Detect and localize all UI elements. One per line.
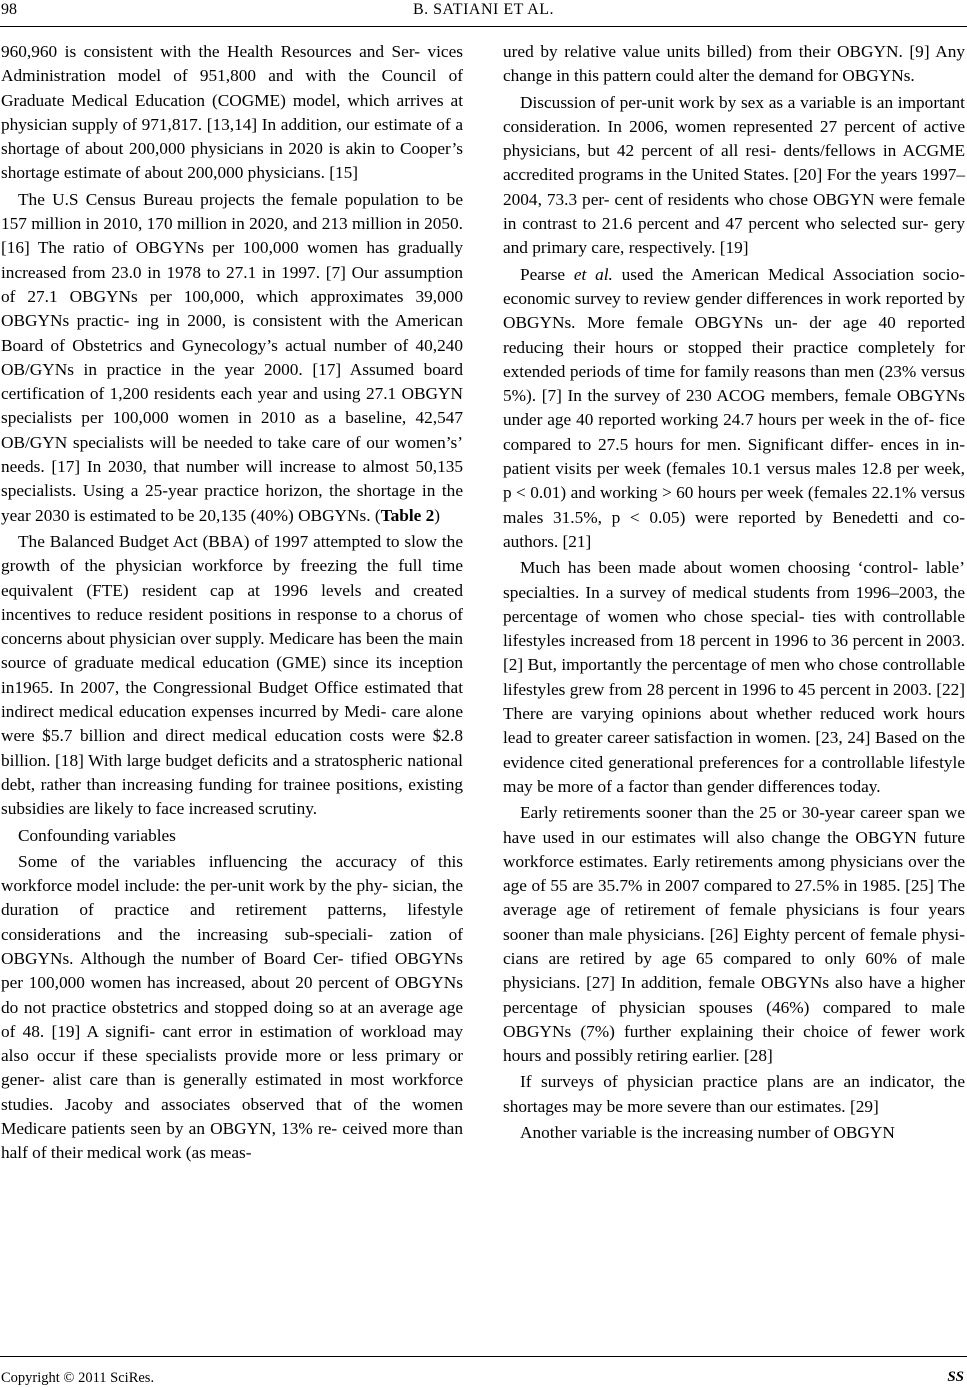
left-paragraph-2-text: The U.S Census Bureau projects the female population to be 157 million in 2010, 170 million in 2020, and 213 million in 2050. [16] The ratio of OBGYNs per 100,000 women has gradually increased from 23.0 in 1978 to 27.1 in 1997. [7] Our assumption of 27.1 OBGYNs per 100,000, which approximates 39,000 OBGYNs practic- ing in 2000, is consistent with the American Board of Obstetrics and Gynecology’s actual number of 40,240 OB/GYNs in practice in the year 2000. [17] Assumed board certification of 1,200 residents each year and using 27.1 OBGYN specialists per 100,000 women in 2010 as a baseline, 42,547 OB/GYN specialists will be needed to take care of our women’s’ needs. [17] In 2030, that number will increase to almost 50,135 specialists. Using a 25-year practice horizon, the shortage in the year 2030 is estimated to be 20,135 (40%) OBGYNs. (	[1, 189, 463, 525]
journal-abbrev: SS	[947, 1369, 964, 1385]
running-title: B. SATIANI ET AL.	[412, 1, 555, 18]
left-paragraph-2	[1, 188, 463, 528]
page-number: 98	[1, 1, 17, 18]
left-paragraph-3: The Balanced Budget Act (BBA) of 1997 attempted to slow the growth of the physician workforce by freezing the full time equivalent (FTE) resident cap at 1996 levels and created incentives to reduce resident positions in response to a chorus of concerns about physician over supply. Medicare has been the main source of graduate medical education (GME) since its inception in1965. In 2007, the Congressional Budget Office estimated that indirect medical education expenses incurred by Medi- care alone were $5.7 billion and direct medical education costs were $2.8 billion. [18] With large budget deficits and a stratospheric national debt, rather than increasing funding for trainee positions, existing subsidies are likely to face increased scrutiny.	[1, 531, 463, 819]
right-paragraph-3	[503, 263, 965, 555]
left-paragraph-4: Some of the variables influencing the accuracy of this workforce model include: the per-unit work by the phy- sician, the duration of practice and retirement patterns, lifestyle considerations and the increasing sub-speciali- zation of OBGYNs. Although the number of Board Cer- tified OBGYNs per 100,000 women has increased, about 20 percent of OBGYNs do not practice obstetrics and stopped doing so at an average age of 48. [19] A signifi- cant error in estimation of workload may also occur if these specialists provide more or less primary or gener- alist care than is generally estimated in most workforce studies. Jacoby and associates observed that of the women Medicare patients seen by an OBGYN, 13% re- ceived more than half of their medical work (as meas-	[1, 851, 463, 1163]
copyright-notice: Copyright © 2011 SciRes.	[1, 1370, 155, 1386]
right-column	[503, 40, 965, 1147]
right-paragraph-1: ured by relative value units billed) from their OBGYN. [9] Any change in this pattern could alter the demand for OBGYNs.	[503, 42, 965, 86]
right-paragraph-2: Discussion of per-unit work by sex as a variable is an important consideration. In 2006, women represented 27 percent of active physicians, but 42 percent of all resi- dents/fellows in ACGME accredited programs in the United States. [20] For the years 1997–2004, 73.3 per- cent of residents who chose OBGYN were female in contrast to 21.6 percent and 47 percent who selected sur- gery and primary care, respectively. [19]	[503, 92, 965, 258]
right-paragraph-4: Much has been made about women choosing ‘control- lable’ specialties. In a survey of medical students from 1996–2003, the percentage of women who chose special- ties with controllable lifestyles increased from 18 percent in 1996 to 36 percent in 2003. [2] But, importantly the percentage of men who chose controllable lifestyles grew from 28 percent in 1996 to 45 percent in 2003. [22] There are varying opinions about whether reduced work hours lead to greater career satisfaction in women. [23, 24] Based on the evidence cited generational preferences for a controllable lifestyle may be more of a factor than gender differences today.	[503, 558, 965, 796]
et-al: et al.	[573, 264, 613, 284]
page-footer	[0, 1356, 967, 1386]
left-paragraph-1: 960,960 is consistent with the Health Resources and Ser- vices Administration model of 951,800 and with the Council of Graduate Medical Education (COGME) model, which arrives at physician supply of 971,817. [13,14] In addition, our estimate of a shortage of about 200,000 physicians in 2020 is akin to Cooper’s shortage estimate of about 200,000 physicians. [15]	[1, 42, 463, 183]
right-paragraph-5: Early retirements sooner than the 25 or 30-year career span we have used in our estimates will also change the OBGYN future workforce estimates. Early retirements among physicians over the age of 55 are 35.7% in 2007 compared to 27.5% in 1985. [25] The average age of retirement of female physicians is four years sooner than male physicians. [26] Eighty percent of female physi- cians are retired by age 65 compared to only 60% of male physicians. [27] In addition, female OBGYNs also have a higher percentage of physician spouses (46%) compared to male OBGYNs (7%) further explaining their choice of fewer work hours and possibly retiring earlier. [28]	[503, 803, 965, 1066]
table-2-reference[interactable]: Table 2	[380, 505, 435, 525]
left-paragraph-2-close: )	[434, 505, 441, 525]
right-paragraph-7: Another variable is the increasing number of OBGYN	[520, 1123, 895, 1143]
footer-rule	[0, 1356, 967, 1357]
right-paragraph-3-text: used the American Medical Association socio-economic survey to review gender differences in work reported by OBGYNs. More female OBGYNs un- der age 40 reported reducing their hours or stopped their practice completely for extended periods of time for family reasons than men (23% versus 5%). [7] In the survey of 230 ACOG members, female OBGYNs under age 40 reported working 24.7 hours per week in the of- fice compared to 27.5 hours for men. Significant differ- ences in in-patient visits per week (females 10.1 versus males 12.8 per week, p < 0.01) and working > 60 hours per week (females 22.1% versus males 31.5%, p < 0.05) were reported by Benedetti and co-authors. [21]	[503, 264, 965, 551]
right-paragraph-6: If surveys of physician practice plans are an indicator, the shortages may be more severe than our estimates. [29]	[503, 1072, 965, 1116]
right-paragraph-3-lead: Pearse	[520, 264, 574, 284]
left-column	[1, 40, 463, 1168]
section-subheading: Confounding variables	[18, 825, 176, 845]
running-header	[0, 0, 967, 30]
header-rule	[0, 26, 967, 27]
